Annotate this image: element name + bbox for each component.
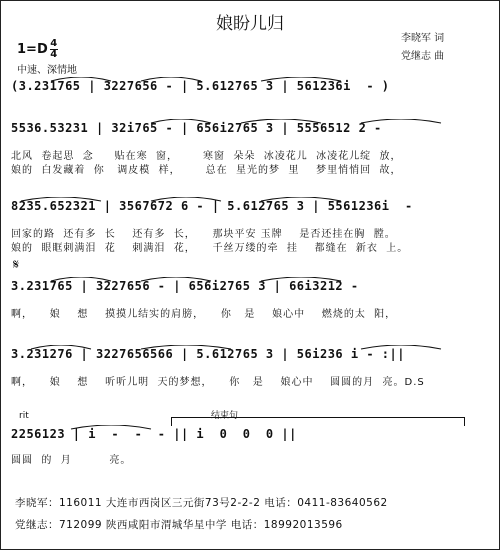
time-signature-top: 4 xyxy=(50,38,58,49)
rit-marking: rit xyxy=(19,411,29,421)
row-3-notes: 8235.652321 | 3567672 6 - | 5.612765 3 | 5561236i - xyxy=(11,199,413,213)
key-label: 1=D xyxy=(17,42,48,57)
time-signature xyxy=(50,39,58,60)
row-2-notes: 5536.53231 | 32i765 - | 656i2765 3 | 5556512 2 - xyxy=(11,121,382,135)
notation-row-3 xyxy=(11,197,489,217)
segno-sign: 𝄋 xyxy=(13,257,20,273)
row-4-notes: 3.231765 | 3227656 - | 656i2765 3 | 66i3212 - xyxy=(11,279,359,293)
row-6-notes: 2256123 | i - - - || i 0 0 0 || xyxy=(11,427,297,441)
notation-row-5 xyxy=(11,345,489,365)
notation-row-1 xyxy=(11,77,489,97)
lyric-line-2: 娘的 白发藏着 你 调皮模 样， 总在 星光的梦 里 梦里悄悄回 故， xyxy=(11,165,402,176)
lyric-line-4: 娘的 眼眶刺满泪 花 刺满泪 花， 千丝万缕的牵 挂 都缝在 新衣 上。 xyxy=(11,243,409,254)
lyricist-credit: 李晓军 词 xyxy=(401,33,445,44)
lyric-line-7: 圆圆 的 月 亮。 xyxy=(11,455,132,466)
row-5-notes: 3.231276 | 3227656566 | 5.612765 3 | 56i236 i - :|| xyxy=(11,347,405,361)
contact-lyricist: 李晓军：116011 大连市西岗区三元街73号2-2-2 电话：0411-83640562 xyxy=(15,497,388,509)
time-signature-bottom: 4 xyxy=(50,49,58,60)
lyric-line-5: 啊， 娘 想 摸摸儿结实的肩膀， 你 是 娘心中 燃烧的太 阳， xyxy=(11,309,397,320)
lyric-line-3: 回家的路 还有多 长 还有多 长， 那块平安 玉牌 是否还挂在胸 膛。 xyxy=(11,229,396,240)
row-1-notes: (3.231765 | 3227656 - | 5.612765 3 | 561236i - ) xyxy=(11,79,390,93)
song-title: 娘盼儿归 xyxy=(216,14,284,34)
composer-credit: 党继志 曲 xyxy=(401,51,445,62)
ending-label: 结束句 xyxy=(211,411,239,421)
tempo-marking: 中速、深情地 xyxy=(17,65,77,76)
notation-row-6 xyxy=(11,425,489,445)
lyric-line-1: 北风 卷起思 念 贴在寒 窗， 寒窗 朵朵 冰凌花儿 冰凌花儿绽 放， xyxy=(11,151,402,162)
contact-composer: 党继志：712099 陕西咸阳市渭城华星中学 电话：18992013596 xyxy=(15,519,343,531)
lyric-line-6: 啊， 娘 想 听听儿明 天的梦想， 你 是 娘心中 圆圆的月 亮。D.S xyxy=(11,377,425,388)
notation-row-4 xyxy=(11,277,489,297)
key-signature xyxy=(17,39,58,60)
notation-row-2 xyxy=(11,119,489,139)
